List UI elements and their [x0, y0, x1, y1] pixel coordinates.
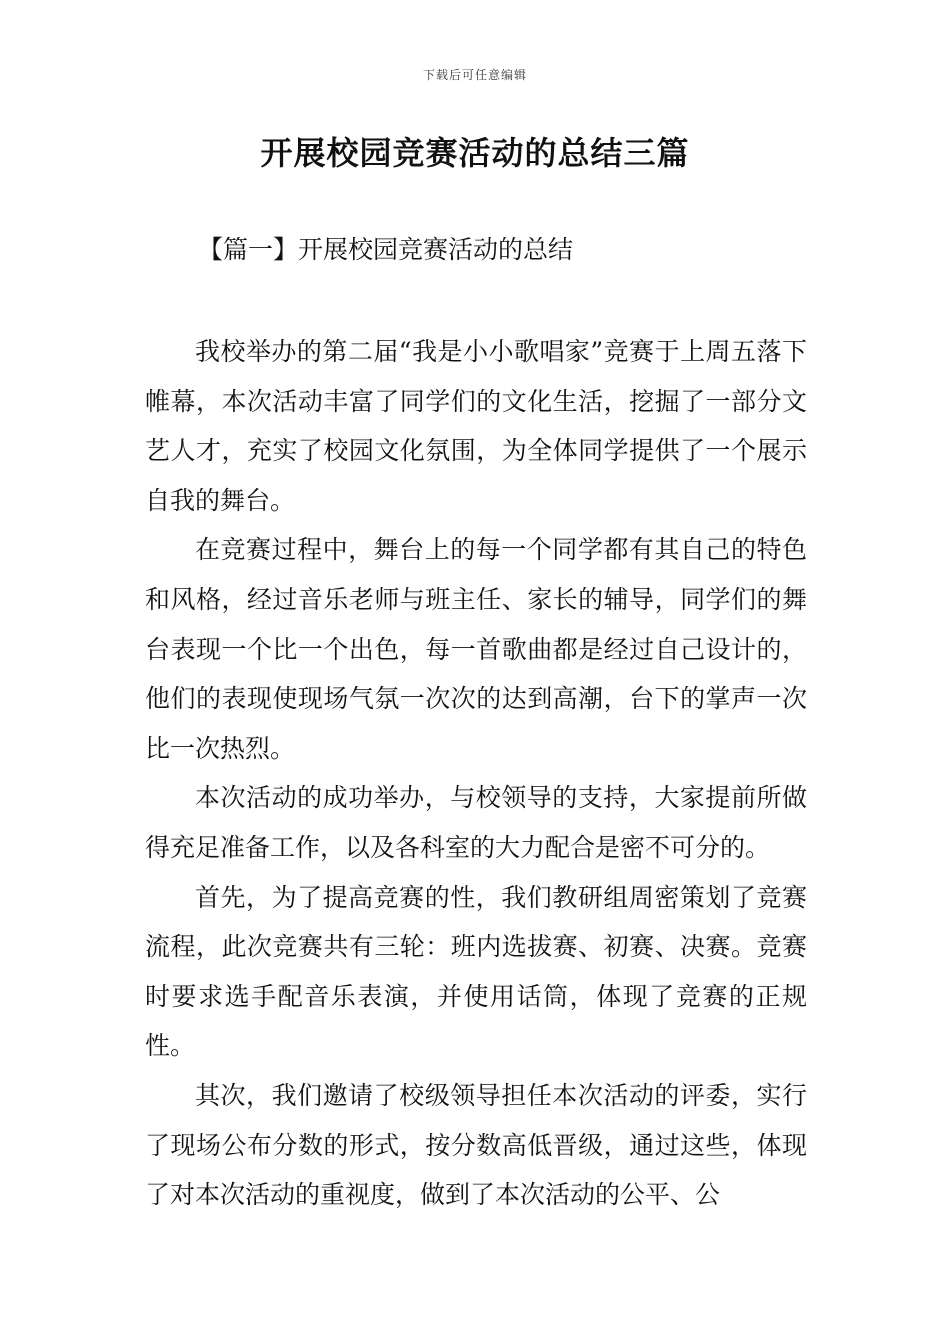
paragraph-3: 本次活动的成功举办，与校领导的支持，大家提前所做得充足准备工作，以及各科室的大力配合是密不可分的。: [145, 783, 807, 862]
section-heading: 【篇一】开展校园竞赛活动的总结: [198, 235, 574, 264]
document-body: [145, 327, 807, 1220]
paragraph-5: 其次，我们邀请了校级领导担任本次活动的评委，实行了现场公布分数的形式，按分数高低晋级，通过这些，体现了对本次活动的重视度，做到了本次活动的公平、公: [145, 1080, 807, 1210]
document-title: 开展校园竞赛活动的总结三篇: [260, 134, 690, 172]
paragraph-1: 我校举办的第二届“我是小小歌唱家”竞赛于上周五落下帷幕，本次活动丰富了同学们的文化生活，挖掘了一部分文艺人才，充实了校园文化氛围，为全体同学提供了一个展示自我的舞台。: [145, 337, 807, 515]
header-note: 下载后可任意编辑: [422, 68, 527, 82]
paragraph-2: 在竞赛过程中，舞台上的每一个同学都有其自己的特色和风格，经过音乐老师与班主任、家长的辅导，同学们的舞台表现一个比一个出色，每一首歌曲都是经过自己设计的，他们的表现使现场气氛一次次的达到高潮，台下的掌声一次比一次热烈。: [145, 535, 807, 763]
paragraph-4: 首先，为了提高竞赛的性，我们教研组周密策划了竞赛流程，此次竞赛共有三轮：班内选拔赛、初赛、决赛。竞赛时要求选手配音乐表演，并使用话筒，体现了竞赛的正规性。: [145, 882, 807, 1061]
